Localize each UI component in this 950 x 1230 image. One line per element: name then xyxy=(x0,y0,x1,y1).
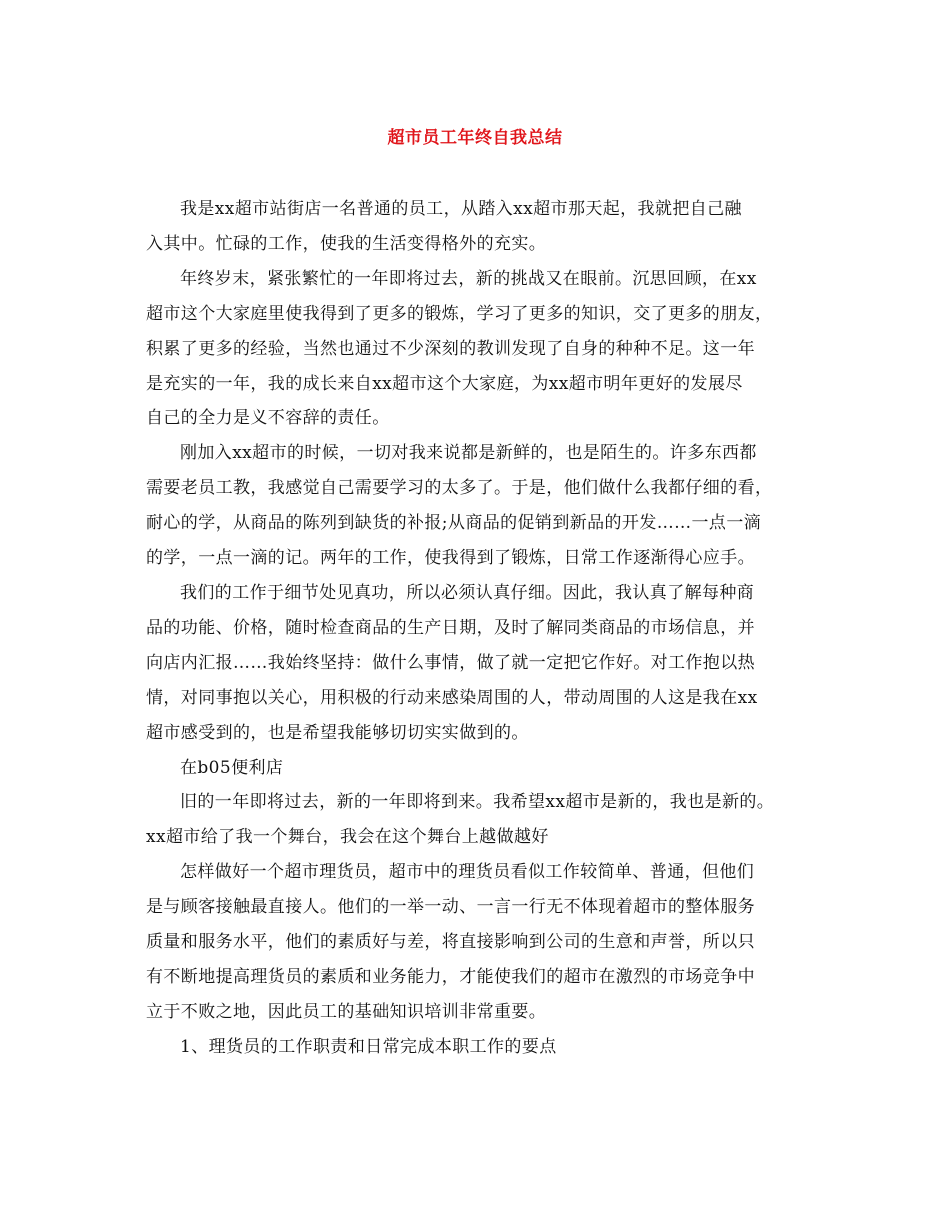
paragraph: 在b05便利店 xyxy=(180,757,284,778)
paragraph: 怎样做好一个超市理货员，超市中的理货员看似工作较简单、普通，但他们 是与顾客接触最直接人。他们的一举一动、一言一行无不体现着超市的整体服务 质量和服务水平，他们的素质好与差，将直接影响到公司的生意和声誉，所以只 有不断地提高理货员的素质和业务能力，才能使我们的超市在激烈的市场竞争中 立于不败之地，因此员工的基础知识培训非常重要。 xyxy=(146,862,755,1022)
paragraph: 我是xx超市站街店一名普通的员工，从踏入xx超市那天起，我就把自己融 入其中。忙碌的工作，使我的生活变得格外的充实。 xyxy=(146,199,742,254)
document-body xyxy=(146,192,814,1065)
paragraph: 刚加入xx超市的时候，一切对我来说都是新鲜的，也是陌生的。许多东西都 需要老员工教，我感觉自己需要学习的太多了。于是，他们做什么我都仔细的看， 耐心的学，从商品的陈列到缺货的补报;从商品的促销到新品的开发……一点一滴 的学，一点一滴的记。两年的工作，使我得到了锻炼，日常工作逐渐得心应手。 xyxy=(146,443,773,569)
paragraph: 年终岁末，紧张繁忙的一年即将过去，新的挑战又在眼前。沉思回顾，在xx 超市这个大家庭里使我得到了更多的锻炼，学习了更多的知识，交了更多的朋友， 积累了更多的经验，当然也通过不少深刻的教训发现了自身的种种不足。这一年 是充实的一年，我的成长来自xx超市这个大家庭，为xx超市明年更好的发展尽 自己的全力是义不容辞的责任。 xyxy=(146,268,773,429)
document-title: 超市员工年终自我总结 xyxy=(387,128,563,148)
paragraph: 我们的工作于细节处见真功，所以必须认真仔细。因此，我认真了解每种商 品的功能、价格，随时检查商品的生产日期，及时了解同类商品的市场信息，并 向店内汇报……我始终坚持：做什么事情，做了就一定把它作好。对工作抱以热 情，对同事抱以关心，用积极的行动来感染周围的人，带动周围的人这是我在xx 超市感受到的，也是希望我能够切切实实做到的。 xyxy=(146,582,758,743)
section-heading: 1、理货员的工作职责和日常完成本职工作的要点 xyxy=(180,1036,557,1057)
paragraph: 旧的一年即将过去，新的一年即将到来。我希望xx超市是新的，我也是新的。 xx超市给了我一个舞台，我会在这个舞台上越做越好 xyxy=(146,792,775,848)
